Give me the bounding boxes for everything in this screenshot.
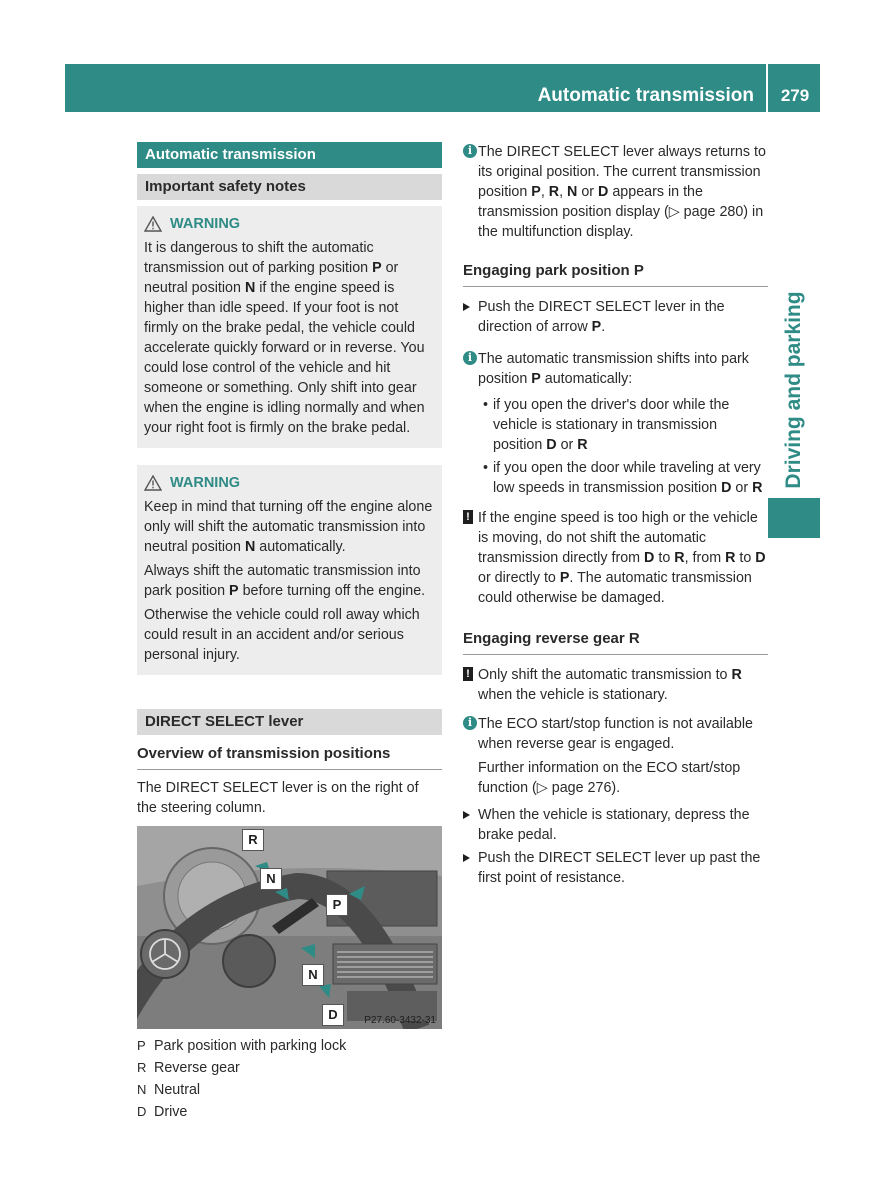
warning-triangle-icon [144,216,162,232]
page-number: 279 [780,86,810,105]
step-arrow-icon [463,303,470,311]
legend-key: N [137,1082,147,1097]
info-text: The ECO start/stop function is not available when reverse gear is engaged. [478,716,753,752]
info-text-2: Further information on the ECO start/stop function (▷ page 276). [478,760,741,796]
step-text: When the vehicle is stationary, depress the brake pedal. [478,807,750,843]
reverse-caution-note [463,665,768,705]
info-note [463,142,768,242]
park-step [463,297,768,337]
header-title: Automatic transmission [537,85,754,106]
lever-label-d: D [322,1004,344,1026]
overview-heading: Overview of transmission positions [137,743,442,770]
bullet-item: • if you open the door while traveling at very low speeds in transmission position D or R [478,458,768,498]
caution-text: If the engine speed is too high or the vehicle is moving, do not shift the automatic transmission directly from D to R, from R to D or directly to P. The automatic transmission could otherwise be damaged. [478,510,766,606]
legend-key: P [137,1038,146,1053]
park-heading: Engaging park position P [463,260,768,287]
step-arrow-icon [463,854,470,862]
figure-code: P27.60-3432-31 [364,1015,436,1026]
caution-note [463,508,768,608]
park-info-note [463,349,768,498]
cockpit-illustration [137,826,442,1029]
legend-key: D [137,1104,147,1119]
info-text: The DIRECT SELECT lever always returns to its original position. The current transmission position P, R, N or D appears in the transmission position display (▷ page 280) in the multifunction display. [478,144,766,240]
info-icon: i [463,351,477,365]
legend-item [137,1101,442,1123]
side-tab-label: Driving and parking [782,291,805,489]
step-text: Push the DIRECT SELECT lever in the direction of arrow P. [478,299,725,335]
info-icon: i [463,144,477,158]
left-column [137,142,442,1123]
side-tab-marker [768,498,820,538]
info-text: The automatic transmission shifts into park position P automatically: [478,351,749,387]
reverse-heading: Engaging reverse gear R [463,628,768,655]
page-header [65,64,820,112]
right-column [463,142,768,888]
direct-select-figure [137,826,442,1029]
bullet-item: • if you open the driver's door while the vehicle is stationary in transmission position D or R [478,395,768,455]
caution-icon: ! [463,510,473,524]
step-arrow-icon [463,811,470,819]
overview-text: The DIRECT SELECT lever is on the right of the steering column. [137,780,419,816]
legend-text: Drive [154,1104,188,1120]
caution-text: Only shift the automatic transmission to R when the vehicle is stationary. [478,667,742,703]
lever-label-n-upper: N [260,868,282,890]
legend-key: R [137,1060,147,1075]
warning-box-2 [137,465,442,675]
lever-label-r: R [242,829,264,851]
reverse-step [463,848,768,888]
header-divider [766,64,768,112]
warning-triangle-icon [144,475,162,491]
legend-text: Park position with parking lock [154,1038,347,1054]
reverse-step [463,805,768,845]
legend-item [137,1035,442,1057]
step-text: Push the DIRECT SELECT lever up past the first point of resistance. [478,850,761,886]
section-title: Automatic transmission [137,142,442,168]
safety-notes-title: Important safety notes [137,174,442,200]
figure-legend [137,1035,442,1123]
info-icon: i [463,716,477,730]
warning-text-1: Keep in mind that turning off the engine alone only will shift the automatic transmission into neutral position N automatically. [144,499,433,555]
lever-label-p: P [326,894,348,916]
legend-item [137,1057,442,1079]
lever-label-n-lower: N [302,964,324,986]
warning-text: It is dangerous to shift the automatic transmission out of parking position P or neutral position N if the engine speed is higher than idle speed. If your foot is not firmly on the brake pedal, the vehicle could accelerate quickly forward or in reverse. You could lose control of the vehicle and hit someone or something. Only shift into gear when the engine is idling normally and when your right foot is firmly on the brake pedal. [144,240,425,436]
warning-label: WARNING [170,216,241,232]
warning-text-2: Always shift the automatic transmission into park position P before turning off the engine. [144,563,426,599]
legend-text: Neutral [154,1082,201,1098]
legend-item [137,1079,442,1101]
eco-info-note [463,714,768,798]
warning-box-1 [137,206,442,448]
park-bullet-list [478,395,768,498]
side-tab [768,285,820,495]
direct-select-title: DIRECT SELECT lever [137,709,442,735]
caution-icon: ! [463,667,473,681]
legend-text: Reverse gear [154,1060,240,1076]
warning-text-3: Otherwise the vehicle could roll away which could result in an accident and/or serious personal injury. [144,607,420,663]
warning-label: WARNING [170,475,241,491]
